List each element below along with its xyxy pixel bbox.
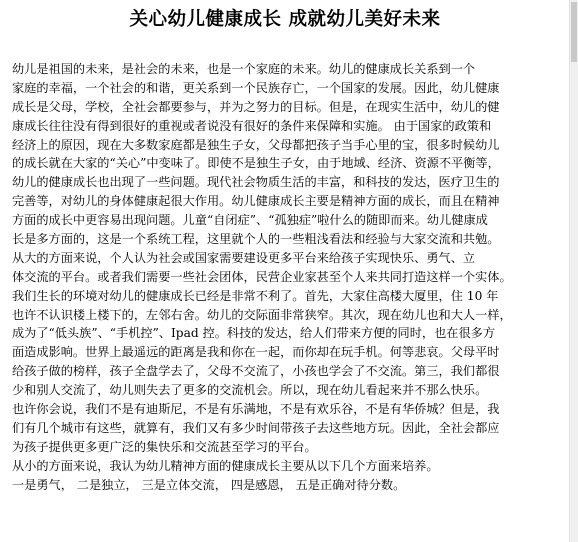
text-line: 从小的方面来说，我认为幼儿精神方面的健康成长主要从以下几个方面来培养。 bbox=[12, 458, 439, 473]
vertical-scrollbar[interactable] bbox=[569, 0, 578, 542]
text-line: 幼儿是祖国的未来，是社会的未来，也是一个家庭的未来。幼儿的健康成长关系到一个 bbox=[12, 62, 476, 76]
text-line: 幼儿的健康成长也出现了一些问题。现代社会物质生活的丰富，和科技的发达，医疗卫生的 bbox=[12, 175, 500, 190]
text-line: 康成长往往没有得到很好的重视或者说没有很好的条件来保障和实施。 由于国家的政策和 bbox=[12, 118, 492, 133]
text-line: 成为了“低头族”、“手机控”、Ipad 控。科技的发达，给人们带来方便的同时，也在很多方 bbox=[12, 326, 496, 341]
text-line: 体交流的平台。或者我们需要一些社会团体，民营企业家甚至个人来共同打造这样一个实体。 bbox=[12, 269, 512, 284]
scrollbar-thumb[interactable] bbox=[571, 2, 577, 62]
text-line: 方面的成长中更容易出现问题。儿童“自闭症”、“孤独症”啦什么的随即而来。幼儿健康成 bbox=[12, 213, 488, 228]
text-line: 一是勇气， 二是独立， 三是立体交流， 四是感恩， 五是正确对待分数。 bbox=[12, 477, 406, 492]
text-line: 完善等，对幼儿的身体健康起很大作用。幼儿健康成长主要是精神方面的成长，而且在精神 bbox=[12, 194, 500, 209]
text-line: 为孩子提供更多更广泛的集快乐和交流甚至学习的平台。 bbox=[12, 439, 317, 454]
text-line: 面造成影响。世界上最遥远的距离是我和你在一起，而你却在玩手机。何等悲哀。父母平时 bbox=[12, 345, 500, 360]
text-line: 也许不认识楼上楼下的，左邻右舍。幼儿的交际面非常狭窄。其次，现在幼儿也和大人一样， bbox=[12, 307, 512, 322]
text-line: 成长是父母，学校，全社会都要参与，并为之努力的目标。但是，在现实生活中，幼儿的健 bbox=[12, 99, 500, 114]
text-line: 从大的方面来说，个人认为社会或国家需要建设更多平台来给孩子实现快乐、勇气、立 bbox=[12, 250, 476, 265]
text-line: 也许你会说，我们不是有迪斯尼，不是有乐满地，不是有欢乐谷，不是有华侨城？但是，我 bbox=[12, 402, 500, 417]
text-line: 们有几个城市有这些，就算有，我们又有多少时间带孩子去这些地方玩。因此，全社会都应 bbox=[12, 420, 500, 435]
text-line: 少和别人交流了，幼儿则失去了更多的交流机会。所以，现在幼儿看起来并不那么快乐。 bbox=[12, 383, 488, 398]
text-line: 长是多方面的，这是一个系统工程，这里就个人的一些粗浅看法和经验与大家交流和共勉。 bbox=[12, 232, 500, 247]
document-title: 关心幼儿健康成长 成就幼儿美好未来 bbox=[129, 9, 441, 30]
text-line: 我们生长的环境对幼儿的健康成长已经是非常不利了。首先，大家住高楼大厦里，住 10 年 bbox=[12, 288, 499, 303]
text-line: 经济上的原因，现在大多数家庭都是独生子女，父母都把孩子当手心里的宝，很多时候幼儿 bbox=[12, 137, 500, 152]
text-line: 给孩子做的榜样，孩子全盘学去了，父母不交流了，小孩也学会了不交流。第三，我们都很 bbox=[12, 364, 500, 379]
text-line: 的成长就在大家的“关心”中变味了。即使不是独生子女，由于地域、经济、资源不平衡等， bbox=[12, 156, 500, 171]
text-line: 家庭的幸福，一个社会的和谐，更关系到一个民族存亡，一个国家的发展。因此，幼儿健康 bbox=[12, 80, 500, 95]
document-body bbox=[12, 60, 568, 494]
